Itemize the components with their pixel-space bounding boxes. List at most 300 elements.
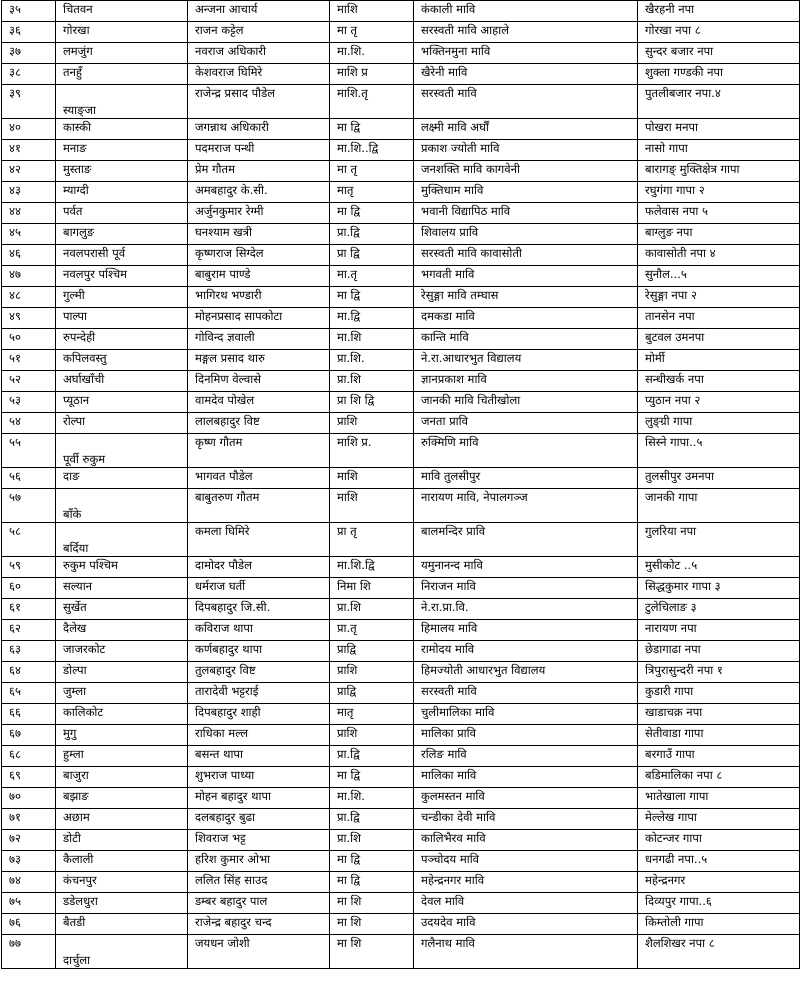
district-cell: दार्चुला bbox=[56, 935, 188, 969]
teacher-name-cell: मोहनप्रसाद सापकोटा bbox=[188, 308, 330, 329]
table-row bbox=[2, 22, 800, 43]
district-cell: पूर्वी रुकुम bbox=[56, 434, 188, 468]
table-row bbox=[2, 329, 800, 350]
teacher-name-cell: भागिरथ भण्डारी bbox=[188, 287, 330, 308]
serial-number-cell: ६६ bbox=[2, 704, 56, 725]
teacher-name-cell: घनश्याम खत्री bbox=[188, 224, 330, 245]
school-cell: खैरेनी मावि bbox=[414, 64, 638, 85]
school-cell: सरस्वती मावि कावासोती bbox=[414, 245, 638, 266]
level-cell: प्रा.तृ bbox=[330, 620, 414, 641]
address-cell: बरगाउँ गापा bbox=[638, 746, 800, 767]
level-cell: मा शि bbox=[330, 914, 414, 935]
table-row bbox=[2, 620, 800, 641]
district-cell: सल्यान bbox=[56, 578, 188, 599]
serial-number-cell: ५० bbox=[2, 329, 56, 350]
address-cell: सिद्धकुमार गापा ३ bbox=[638, 578, 800, 599]
address-cell: पुतलीबजार नपा.४ bbox=[638, 85, 800, 119]
serial-number-cell: ५२ bbox=[2, 371, 56, 392]
table-row bbox=[2, 350, 800, 371]
serial-number-cell: ६१ bbox=[2, 599, 56, 620]
address-cell: त्रिपुरासुन्दरी नपा १ bbox=[638, 662, 800, 683]
address-cell: नासो गापा bbox=[638, 140, 800, 161]
school-cell: कंकाली मावि bbox=[414, 1, 638, 22]
teacher-name-cell: कृष्ण गौतम bbox=[188, 434, 330, 468]
teacher-name-cell: शुभराज पाध्या bbox=[188, 767, 330, 788]
level-cell: माशि bbox=[330, 468, 414, 489]
level-cell: प्राशि bbox=[330, 725, 414, 746]
district-cell: जुम्ला bbox=[56, 683, 188, 704]
address-cell: कोटन्जर गापा bbox=[638, 830, 800, 851]
serial-number-cell: ४५ bbox=[2, 224, 56, 245]
school-cell: पञ्चोदय मावि bbox=[414, 851, 638, 872]
level-cell: मा शि bbox=[330, 893, 414, 914]
level-cell: मा शि bbox=[330, 935, 414, 969]
teacher-name-cell: बसन्त थापा bbox=[188, 746, 330, 767]
serial-number-cell: ७२ bbox=[2, 830, 56, 851]
table-row bbox=[2, 662, 800, 683]
level-cell: प्रा.द्वि bbox=[330, 809, 414, 830]
school-cell: चन्डीका देवी मावि bbox=[414, 809, 638, 830]
serial-number-cell: ५१ bbox=[2, 350, 56, 371]
level-cell: प्राशि bbox=[330, 662, 414, 683]
school-cell: गलैनाथ मावि bbox=[414, 935, 638, 969]
level-cell: प्राद्वि bbox=[330, 641, 414, 662]
serial-number-cell: ४४ bbox=[2, 203, 56, 224]
serial-number-cell: ६७ bbox=[2, 725, 56, 746]
school-cell: जानकी मावि चितीखोला bbox=[414, 392, 638, 413]
teacher-name-cell: राजन कट्टेल bbox=[188, 22, 330, 43]
serial-number-cell: ५५ bbox=[2, 434, 56, 468]
address-cell: जानकी गापा bbox=[638, 489, 800, 523]
address-cell: बाग्लुङ नपा bbox=[638, 224, 800, 245]
district-cell: रुपन्देही bbox=[56, 329, 188, 350]
address-cell: मोर्मी bbox=[638, 350, 800, 371]
district-cell: अर्घाखाँची bbox=[56, 371, 188, 392]
teacher-name-cell: कर्णबहादुर थापा bbox=[188, 641, 330, 662]
teacher-name-cell: मङ्गल प्रसाद थारु bbox=[188, 350, 330, 371]
table-row bbox=[2, 287, 800, 308]
table-row bbox=[2, 578, 800, 599]
school-cell: देवल मावि bbox=[414, 893, 638, 914]
school-cell: ने.रा.आधारभुत विद्यालय bbox=[414, 350, 638, 371]
district-cell: म्याग्दी bbox=[56, 182, 188, 203]
level-cell: मा द्वि bbox=[330, 767, 414, 788]
teacher-name-cell: राजेन्द्र बहादुर चन्द bbox=[188, 914, 330, 935]
teacher-name-cell: हरिश कुमार ओभा bbox=[188, 851, 330, 872]
school-cell: भगवती मावि bbox=[414, 266, 638, 287]
serial-number-cell: ६४ bbox=[2, 662, 56, 683]
district-cell: मुगु bbox=[56, 725, 188, 746]
school-cell: निराजन मावि bbox=[414, 578, 638, 599]
level-cell: मा.शि..द्वि bbox=[330, 140, 414, 161]
address-cell: बडिमालिका नपा ८ bbox=[638, 767, 800, 788]
level-cell: मातृ bbox=[330, 182, 414, 203]
table-row bbox=[2, 1, 800, 22]
district-cell: दैलेख bbox=[56, 620, 188, 641]
district-cell: बागलुङ bbox=[56, 224, 188, 245]
address-cell: फलेवास नपा ५ bbox=[638, 203, 800, 224]
district-cell: नवलपुर पश्चिम bbox=[56, 266, 188, 287]
district-cell: कालिकोट bbox=[56, 704, 188, 725]
table-row bbox=[2, 140, 800, 161]
level-cell: निमा शि bbox=[330, 578, 414, 599]
table-row bbox=[2, 641, 800, 662]
table-row bbox=[2, 935, 800, 969]
teacher-name-cell: धर्मराज घर्ती bbox=[188, 578, 330, 599]
address-cell: भातेखाला गापा bbox=[638, 788, 800, 809]
serial-number-cell: ५८ bbox=[2, 523, 56, 557]
address-cell: पोखरा मनपा bbox=[638, 119, 800, 140]
table-row bbox=[2, 245, 800, 266]
teacher-name-cell: बाबुतरुण गौतम bbox=[188, 489, 330, 523]
teacher-name-cell: कृष्णराज सिग्देल bbox=[188, 245, 330, 266]
school-cell: बालमन्दिर प्रावि bbox=[414, 523, 638, 557]
school-cell: रेसुङ्गा मावि तम्घास bbox=[414, 287, 638, 308]
teacher-name-cell: बाबुराम पाण्डे bbox=[188, 266, 330, 287]
level-cell: प्रा.द्वि bbox=[330, 746, 414, 767]
teacher-name-cell: केशवराज घिमिरे bbox=[188, 64, 330, 85]
level-cell: प्रा.शि. bbox=[330, 350, 414, 371]
level-cell: मा.शि.द्वि bbox=[330, 557, 414, 578]
school-cell: लक्ष्मी मावि अर्घौं bbox=[414, 119, 638, 140]
address-cell: मुसीकोट ..५ bbox=[638, 557, 800, 578]
serial-number-cell: ६० bbox=[2, 578, 56, 599]
district-cell: जाजरकोट bbox=[56, 641, 188, 662]
table-row bbox=[2, 809, 800, 830]
school-cell: शिवालय प्रावि bbox=[414, 224, 638, 245]
serial-number-cell: ७४ bbox=[2, 872, 56, 893]
district-cell: गुल्मी bbox=[56, 287, 188, 308]
level-cell: मा.शि bbox=[330, 329, 414, 350]
district-cell: बैतडी bbox=[56, 914, 188, 935]
address-cell: सिस्ने गापा..५ bbox=[638, 434, 800, 468]
teacher-name-cell: डम्बर बहादुर पाल bbox=[188, 893, 330, 914]
level-cell: माशि प्र bbox=[330, 64, 414, 85]
table-row bbox=[2, 64, 800, 85]
teacher-name-cell: प्रेम गौतम bbox=[188, 161, 330, 182]
serial-number-cell: ४३ bbox=[2, 182, 56, 203]
level-cell: प्रा शि द्वि bbox=[330, 392, 414, 413]
address-cell: सेतीवाडा गापा bbox=[638, 725, 800, 746]
level-cell: मा द्वि bbox=[330, 851, 414, 872]
table-row bbox=[2, 851, 800, 872]
level-cell: मा.शि. bbox=[330, 43, 414, 64]
table-row bbox=[2, 85, 800, 119]
school-cell: महेन्द्रनगर मावि bbox=[414, 872, 638, 893]
school-cell: रुक्मिणि मावि bbox=[414, 434, 638, 468]
level-cell: प्राशि bbox=[330, 413, 414, 434]
district-cell: दाङ bbox=[56, 468, 188, 489]
teacher-name-cell: अमबहादुर के.सी. bbox=[188, 182, 330, 203]
address-cell: शुक्ला गण्डकी नपा bbox=[638, 64, 800, 85]
school-cell: सरस्वती मावि bbox=[414, 85, 638, 119]
teacher-name-cell: शिवराज भट्ट bbox=[188, 830, 330, 851]
serial-number-cell: ७६ bbox=[2, 914, 56, 935]
level-cell: मा.तृ bbox=[330, 266, 414, 287]
serial-number-cell: ७० bbox=[2, 788, 56, 809]
district-cell: कंचनपुर bbox=[56, 872, 188, 893]
level-cell: मा.द्वि bbox=[330, 308, 414, 329]
level-cell: प्राद्वि bbox=[330, 683, 414, 704]
school-cell: सरस्वती मावि bbox=[414, 683, 638, 704]
district-cell: चितवन bbox=[56, 1, 188, 22]
table-row bbox=[2, 308, 800, 329]
serial-number-cell: ३५ bbox=[2, 1, 56, 22]
district-cell: पाल्पा bbox=[56, 308, 188, 329]
teacher-name-cell: अर्जुनकुमार रेग्मी bbox=[188, 203, 330, 224]
district-cell: लमजुंग bbox=[56, 43, 188, 64]
address-cell: टुलेचिलाङ ३ bbox=[638, 599, 800, 620]
school-cell: कालिभैरव मावि bbox=[414, 830, 638, 851]
teacher-name-cell: दिनमिण वेल्वासे bbox=[188, 371, 330, 392]
level-cell: मा द्वि bbox=[330, 872, 414, 893]
level-cell: माशि bbox=[330, 1, 414, 22]
district-cell: रुकुम पश्चिम bbox=[56, 557, 188, 578]
level-cell: प्रा.द्वि bbox=[330, 224, 414, 245]
address-cell: महेन्द्रनगर bbox=[638, 872, 800, 893]
level-cell: प्रा.शि bbox=[330, 830, 414, 851]
table-row bbox=[2, 872, 800, 893]
district-cell: कपिलवस्तु bbox=[56, 350, 188, 371]
school-cell: हिमालय मावि bbox=[414, 620, 638, 641]
serial-number-cell: ४७ bbox=[2, 266, 56, 287]
serial-number-cell: ३६ bbox=[2, 22, 56, 43]
level-cell: माशि.तृ bbox=[330, 85, 414, 119]
serial-number-cell: ७१ bbox=[2, 809, 56, 830]
teacher-name-cell: गोविन्द ज्ञवाली bbox=[188, 329, 330, 350]
address-cell: रघुगंगा गापा २ bbox=[638, 182, 800, 203]
teacher-name-cell: दिपबहादुर जि.सी. bbox=[188, 599, 330, 620]
table-row bbox=[2, 704, 800, 725]
address-cell: मेल्लेख गापा bbox=[638, 809, 800, 830]
address-cell: सुन्दर बजार नपा bbox=[638, 43, 800, 64]
level-cell: माशि प्र. bbox=[330, 434, 414, 468]
level-cell: मा तृ bbox=[330, 22, 414, 43]
school-cell: मावि तुलसीपुर bbox=[414, 468, 638, 489]
school-cell: जनशक्ति मावि कागवेनी bbox=[414, 161, 638, 182]
serial-number-cell: ५७ bbox=[2, 489, 56, 523]
address-cell: लुङ्ग्री गापा bbox=[638, 413, 800, 434]
district-cell: प्यूठान bbox=[56, 392, 188, 413]
teacher-name-cell: दिपबहादुर शाही bbox=[188, 704, 330, 725]
teacher-name-cell: कविराज थापा bbox=[188, 620, 330, 641]
table-row bbox=[2, 161, 800, 182]
serial-number-cell: ७५ bbox=[2, 893, 56, 914]
teacher-name-cell: मोहन बहादुर थापा bbox=[188, 788, 330, 809]
table-body bbox=[2, 1, 800, 969]
school-cell: कुलमस्तन मावि bbox=[414, 788, 638, 809]
address-cell: कावासोती नपा ४ bbox=[638, 245, 800, 266]
teacher-name-cell: भागवत पौडेल bbox=[188, 468, 330, 489]
district-cell: तनहुँ bbox=[56, 64, 188, 85]
district-cell: डडेलधुरा bbox=[56, 893, 188, 914]
level-cell: मा तृ bbox=[330, 161, 414, 182]
serial-number-cell: ५४ bbox=[2, 413, 56, 434]
school-cell: ज्ञानप्रकाश मावि bbox=[414, 371, 638, 392]
teacher-name-cell: ललित सिंह साउद bbox=[188, 872, 330, 893]
table-row bbox=[2, 43, 800, 64]
serial-number-cell: ४६ bbox=[2, 245, 56, 266]
serial-number-cell: ७७ bbox=[2, 935, 56, 969]
teacher-name-cell: दलबहादुर बुढा bbox=[188, 809, 330, 830]
school-cell: प्रकाश ज्योती मावि bbox=[414, 140, 638, 161]
table-row bbox=[2, 788, 800, 809]
teacher-name-cell: कमला घिमिरे bbox=[188, 523, 330, 557]
address-cell: सुनौल...५ bbox=[638, 266, 800, 287]
table-row bbox=[2, 266, 800, 287]
teacher-name-cell: दामोदर पौडेल bbox=[188, 557, 330, 578]
teacher-name-cell: पदमराज पन्थी bbox=[188, 140, 330, 161]
serial-number-cell: ६९ bbox=[2, 767, 56, 788]
table-row bbox=[2, 489, 800, 523]
table-row bbox=[2, 599, 800, 620]
address-cell: रेसुङ्गा नपा २ bbox=[638, 287, 800, 308]
district-cell: बर्दिया bbox=[56, 523, 188, 557]
table-row bbox=[2, 893, 800, 914]
teacher-name-cell: राधिका मल्ल bbox=[188, 725, 330, 746]
district-cell: गोरखा bbox=[56, 22, 188, 43]
address-cell: तुलसीपुर उमनपा bbox=[638, 468, 800, 489]
teacher-name-cell: अन्जना आचार्य bbox=[188, 1, 330, 22]
address-cell: खाडाचक्र नपा bbox=[638, 704, 800, 725]
district-cell: बाँके bbox=[56, 489, 188, 523]
district-cell: रोल्पा bbox=[56, 413, 188, 434]
level-cell: माशि bbox=[330, 489, 414, 523]
address-cell: तानसेन नपा bbox=[638, 308, 800, 329]
district-cell: सुर्खेत bbox=[56, 599, 188, 620]
table-row bbox=[2, 371, 800, 392]
level-cell: प्रा.शि bbox=[330, 371, 414, 392]
address-cell: किम्तोली गापा bbox=[638, 914, 800, 935]
table-row bbox=[2, 523, 800, 557]
teacher-name-cell: राजेन्द्र प्रसाद पौडेल bbox=[188, 85, 330, 119]
level-cell: मा द्वि bbox=[330, 203, 414, 224]
serial-number-cell: ४२ bbox=[2, 161, 56, 182]
level-cell: मा द्वि bbox=[330, 287, 414, 308]
address-cell: गोरखा नपा ८ bbox=[638, 22, 800, 43]
level-cell: प्रा.शि bbox=[330, 599, 414, 620]
serial-number-cell: ६३ bbox=[2, 641, 56, 662]
school-cell: मालिका प्रावि bbox=[414, 725, 638, 746]
address-cell: नारायण नपा bbox=[638, 620, 800, 641]
serial-number-cell: ५३ bbox=[2, 392, 56, 413]
school-cell: सरस्वती मावि आहाले bbox=[414, 22, 638, 43]
district-cell: डोल्पा bbox=[56, 662, 188, 683]
school-cell: ने.रा.प्रा.वि. bbox=[414, 599, 638, 620]
address-cell: सन्धीखर्क नपा bbox=[638, 371, 800, 392]
teacher-name-cell: तुलबहादुर विष्ट bbox=[188, 662, 330, 683]
school-cell: नारायण मावि, नेपालगञ्ज bbox=[414, 489, 638, 523]
serial-number-cell: ४८ bbox=[2, 287, 56, 308]
school-cell: जनता प्रावि bbox=[414, 413, 638, 434]
serial-number-cell: ३८ bbox=[2, 64, 56, 85]
district-cell: बझाङ bbox=[56, 788, 188, 809]
address-cell: प्युठान नपा २ bbox=[638, 392, 800, 413]
school-cell: उदयदेव मावि bbox=[414, 914, 638, 935]
table-row bbox=[2, 914, 800, 935]
district-cell: कैलाली bbox=[56, 851, 188, 872]
table-row bbox=[2, 683, 800, 704]
table-row bbox=[2, 392, 800, 413]
teacher-table bbox=[1, 0, 800, 969]
teacher-name-cell: जगन्नाथ अधिकारी bbox=[188, 119, 330, 140]
table-row bbox=[2, 224, 800, 245]
serial-number-cell: ४० bbox=[2, 119, 56, 140]
school-cell: मुक्तिधाम मावि bbox=[414, 182, 638, 203]
school-cell: चुलीमालिका मावि bbox=[414, 704, 638, 725]
teacher-name-cell: तारादेवी भट्टराई bbox=[188, 683, 330, 704]
serial-number-cell: ७३ bbox=[2, 851, 56, 872]
school-cell: कान्ति मावि bbox=[414, 329, 638, 350]
serial-number-cell: ६२ bbox=[2, 620, 56, 641]
district-cell: स्याङ्जा bbox=[56, 85, 188, 119]
address-cell: धनगढी नपा..५ bbox=[638, 851, 800, 872]
table-row bbox=[2, 767, 800, 788]
school-cell: रलिङ मावि bbox=[414, 746, 638, 767]
serial-number-cell: ६८ bbox=[2, 746, 56, 767]
level-cell: मा.शि. bbox=[330, 788, 414, 809]
teacher-name-cell: जयधन जोशी bbox=[188, 935, 330, 969]
school-cell: रामोदय मावि bbox=[414, 641, 638, 662]
address-cell: गुलरिया नपा bbox=[638, 523, 800, 557]
table-row bbox=[2, 119, 800, 140]
serial-number-cell: ३९ bbox=[2, 85, 56, 119]
serial-number-cell: ५९ bbox=[2, 557, 56, 578]
table-row bbox=[2, 182, 800, 203]
address-cell: छेडागाढा नपा bbox=[638, 641, 800, 662]
table-row bbox=[2, 434, 800, 468]
level-cell: प्रा तृ bbox=[330, 523, 414, 557]
address-cell: बुटवल उमनपा bbox=[638, 329, 800, 350]
serial-number-cell: ३७ bbox=[2, 43, 56, 64]
address-cell: कुडारी गापा bbox=[638, 683, 800, 704]
table-row bbox=[2, 557, 800, 578]
school-cell: यमुनानन्द मावि bbox=[414, 557, 638, 578]
school-cell: भवानी विद्यापिठ मावि bbox=[414, 203, 638, 224]
teacher-name-cell: नवराज अधिकारी bbox=[188, 43, 330, 64]
serial-number-cell: ४१ bbox=[2, 140, 56, 161]
address-cell: खैरहनी नपा bbox=[638, 1, 800, 22]
district-cell: डोटी bbox=[56, 830, 188, 851]
district-cell: बाजुरा bbox=[56, 767, 188, 788]
school-cell: मालिका मावि bbox=[414, 767, 638, 788]
table-row bbox=[2, 468, 800, 489]
level-cell: मातृ bbox=[330, 704, 414, 725]
district-cell: मनाङ bbox=[56, 140, 188, 161]
school-cell: भक्तिनमुना मावि bbox=[414, 43, 638, 64]
district-cell: नवलपरासी पूर्व bbox=[56, 245, 188, 266]
serial-number-cell: ५६ bbox=[2, 468, 56, 489]
district-cell: हुम्ला bbox=[56, 746, 188, 767]
level-cell: मा द्वि bbox=[330, 119, 414, 140]
school-cell: हिमज्योती आधारभुत विद्यालय bbox=[414, 662, 638, 683]
district-cell: कास्की bbox=[56, 119, 188, 140]
teacher-name-cell: वामदेव पोखेल bbox=[188, 392, 330, 413]
serial-number-cell: ६५ bbox=[2, 683, 56, 704]
district-cell: मुस्ताङ bbox=[56, 161, 188, 182]
table-row bbox=[2, 830, 800, 851]
teacher-name-cell: लालबहादुर विष्ट bbox=[188, 413, 330, 434]
table-row bbox=[2, 725, 800, 746]
table-row bbox=[2, 413, 800, 434]
address-cell: शैलशिखर नपा ८ bbox=[638, 935, 800, 969]
table-row bbox=[2, 746, 800, 767]
level-cell: प्रा द्वि bbox=[330, 245, 414, 266]
district-cell: पर्वत bbox=[56, 203, 188, 224]
table-row bbox=[2, 203, 800, 224]
address-cell: दिव्यपुर गापा..६ bbox=[638, 893, 800, 914]
serial-number-cell: ४९ bbox=[2, 308, 56, 329]
